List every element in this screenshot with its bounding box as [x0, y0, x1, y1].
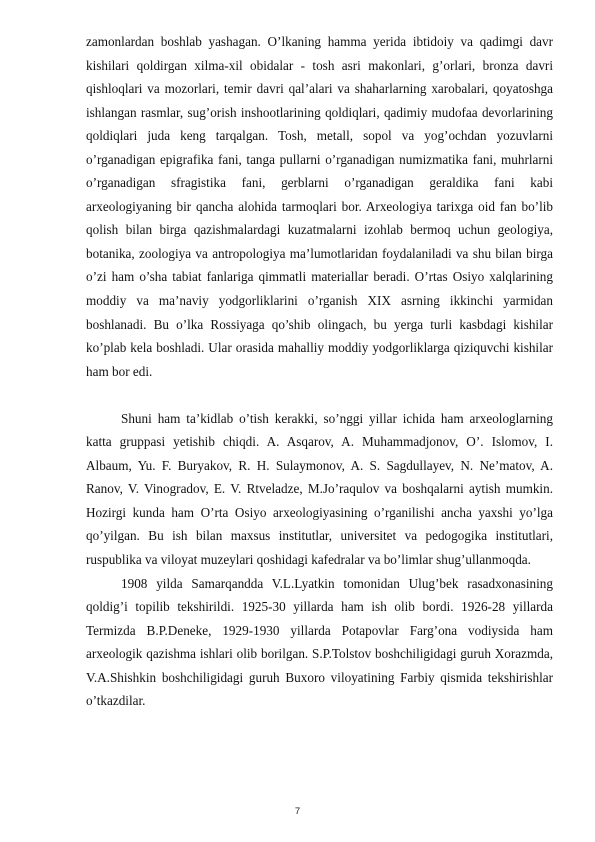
paragraph-3: 1908 yilda Samarqandda V.L.Lyatkin tomonidan Ulug’bek rasadxonasining qoldig’i topilib tekshirildi. 1925-30 yillarda ham ish olib bordi. 1926-28 yillarda Termizda B.P.Deneke, 1929-1930 yillarda Potapovlar Farg’ona vodiysida ham arxeologik qazishma ishlari olib borilgan. S.P.Tolstov boshchiligidagi guruh Xorazmda, V.A.Shishkin boshchiligidagi guruh Buxoro viloyatining Farbiy qismida tekshirishlar o’tkazdilar.	[86, 575, 553, 709]
page-number: 7	[294, 806, 301, 817]
paragraph-2: Shuni ham ta’kidlab o’tish kerakki, so’nggi yillar ichida ham arxeologlarning katta gruppasi yetishib chiqdi. A. Asqarov, A. Muhammadjonov, O’. Islomov, I. Albaum, Yu. F. Buryakov, R. H. Sulaymonov, A. S. Sagdullayev, N. Ne’matov, A. Ranov, V. Vinogradov, E. V. Rtveladze, M.Jo’raqulov va boshqalarni aytish mumkin. Hozirgi kunda ham O’rta Osiyo arxeologiyasining o’rganilishi ancha yaxshi yo’lga qo’yilgan. Bu ish bilan maxsus institutlar, universitet va pedogogika institutlari, ruspublika va viloyat muzeylari qoshidagi kafedralar va bo’limlar shug’ullanmoqda.	[86, 410, 553, 567]
document-body	[86, 30, 553, 713]
paragraph-1: zamonlardan boshlab yashagan. O’lkaning hamma yerida ibtidoiy va qadimgi davr kishilari qoldirgan xilma-xil obidalar - tosh asri makonlari, g’orlari, bronza davri qishloqlari va mozorlari, temir davri qal’alari va shaharlarning xarobalari, qoyatoshga ishlangan rasmlar, sug’orish inshootlarining qoldiqlari, qadimiy mudofaa devorlarining qoldiqlari juda keng tarqalgan. Tosh, metall, sopol va yog’ochdan yozuvlarni o’rganadigan epigrafika fani, tanga pullarni o’rganadigan numizmatika fani, muhrlarni o’rganadigan sfragistika fani, gerblarni o’rganadigan geraldika fani kabi arxeologiyaning bir qancha alohida tarmoqlari bor. Arxeologiya tarixga oid fan bo’lib qolish bilan birga qazishmalardagi kuzatmalarni izohlab bermoq uchun geologiya, botanika, zoologiya va antropologiya ma’lumotlaridan foydalaniladi va shu bilan birga o’zi ham o’sha tabiat fanlariga qimmatli materiallar beradi. O’rtas Osiyo xalqlarining moddiy va ma’naviy yodgorliklarini o’rganish XIX asrning ikkinchi yarmidan boshlanadi. Bu o’lka Rossiyaga qo’shib olingach, bu yerga turli kasbdagi kishilar ko’plab kela boshladi. Ular orasida mahalliy moddiy yodgorliklarga qiziquvchi kishilar ham bor edi.	[86, 34, 553, 379]
paragraph-gap	[86, 383, 553, 407]
